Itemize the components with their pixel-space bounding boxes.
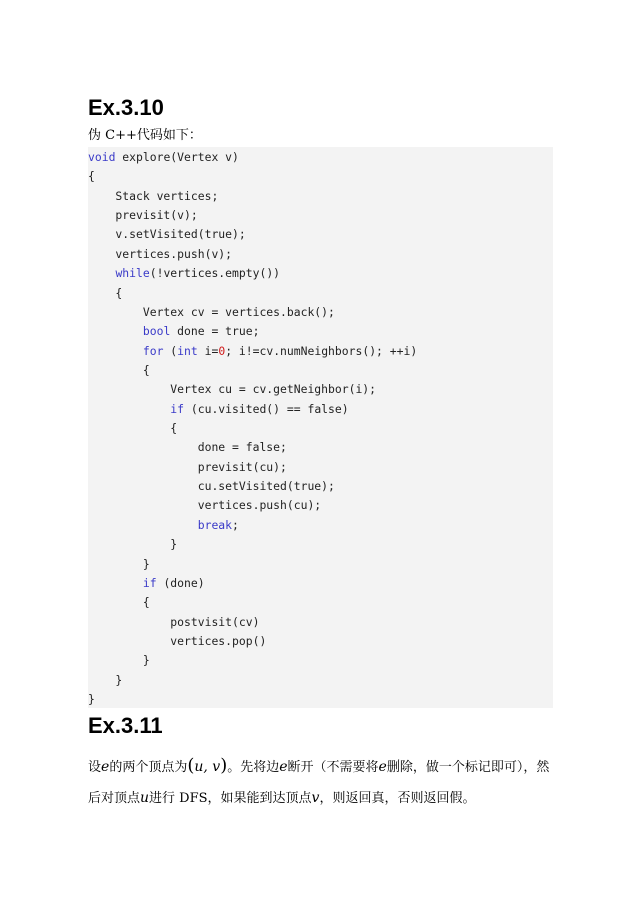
p2-math-v: v — [311, 790, 320, 806]
code-line: bool done = true; — [142, 324, 260, 339]
code-line: cu.setVisited(true); — [88, 479, 335, 494]
code-line: Vertex cu = cv.getNeighbor(i); — [88, 382, 377, 397]
code-line: done = false; — [88, 440, 287, 455]
code-line: vertices.push(v); — [88, 246, 233, 261]
code-keyword: break — [197, 517, 233, 532]
paragraph-2 — [88, 789, 558, 808]
p1-math-uv: u, v — [194, 759, 221, 775]
code-line: postvisit(cv) — [88, 614, 260, 629]
code-line: v.setVisited(true); — [88, 227, 246, 242]
p1-text-5: 删除，做一个标记即可），然 — [386, 760, 550, 775]
p2-text-1: 后对顶点 — [88, 791, 141, 806]
p1-text-4: 断开（不需要将 — [287, 760, 379, 775]
code-number: 0 — [218, 343, 226, 358]
code-keyword: while — [115, 266, 150, 281]
p2-text-3: ，则返回真，否则返回假。 — [319, 791, 476, 806]
p2-math-u: u — [140, 790, 150, 806]
p2-text-2: 进行 DFS，如果能到达顶点 — [149, 791, 312, 806]
code-line: vertices.push(cu); — [88, 498, 322, 513]
code-keyword: for — [142, 343, 164, 358]
code-line: { — [88, 595, 150, 610]
p1-math-e-3: e — [378, 759, 387, 775]
code-keyword: void — [88, 150, 116, 164]
code-line: if (done) — [142, 575, 205, 590]
paragraph-1 — [88, 757, 558, 777]
section-heading-ex-3-11: Ex.3.11 — [88, 713, 163, 738]
code-line: break; — [197, 517, 239, 532]
code-keyword: bool — [142, 324, 171, 339]
code-block — [88, 147, 553, 708]
code-line: void explore(Vertex v) — [88, 150, 239, 164]
code-line: } — [88, 653, 150, 668]
code-intro-text: 伪 C++代码如下： — [88, 128, 202, 143]
code-line: } — [88, 692, 95, 707]
code-line: { — [88, 169, 95, 184]
code-keyword: int — [177, 343, 198, 358]
code-line: vertices.pop() — [88, 633, 267, 648]
p1-math-e: e — [101, 759, 110, 775]
code-line: if (cu.visited() == false) — [170, 401, 349, 416]
code-line: } — [88, 537, 178, 552]
p1-right-paren: ) — [220, 755, 228, 776]
code-line: } — [88, 672, 123, 687]
code-line: for (int i=0; i!=cv.numNeighbors(); ++i) — [142, 343, 418, 358]
code-line: { — [88, 285, 123, 300]
p1-text-2: 的两个顶点为 — [109, 760, 188, 775]
p1-math-e-2: e — [279, 759, 288, 775]
code-line: Stack vertices; — [88, 188, 219, 203]
code-keyword: if — [170, 401, 185, 416]
code-line: { — [88, 362, 150, 377]
section-heading-ex-3-10: Ex.3.10 — [88, 95, 164, 120]
p1-text-1: 设 — [88, 760, 102, 775]
code-keyword: if — [142, 575, 157, 590]
code-line: while(!vertices.empty()) — [115, 266, 281, 281]
code-line: Vertex cv = vertices.back(); — [88, 304, 335, 319]
p1-left-paren: ( — [187, 755, 195, 776]
code-line: previsit(v); — [88, 208, 198, 223]
code-line: { — [88, 421, 178, 436]
code-line: } — [88, 556, 150, 571]
code-line: previsit(cu); — [88, 459, 287, 474]
p1-text-3: 。先将边 — [227, 760, 280, 775]
